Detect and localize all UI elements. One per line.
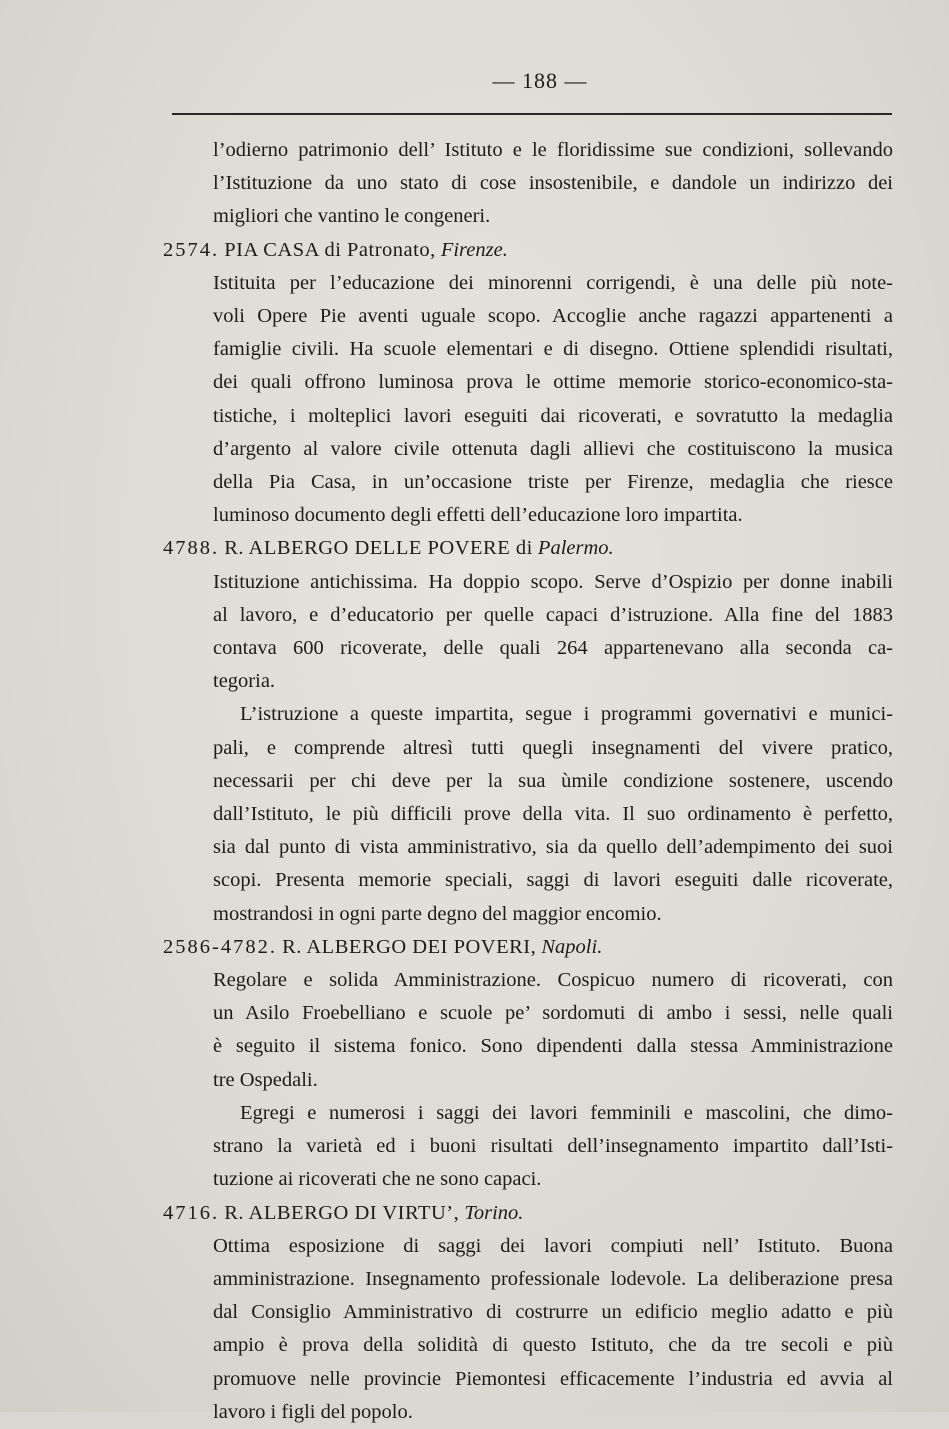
text-line: dei quali offrono luminosa prova le ottime memorie storico-economico-sta- bbox=[213, 371, 893, 394]
text-line: necessarii per chi deve per la sua ùmile condizione sostenere, uscendo bbox=[213, 769, 893, 792]
entry bbox=[163, 234, 893, 533]
text-line: d’argento al valore civile ottenuta dagli allievi che costituiscono la musica bbox=[213, 437, 893, 460]
page-number: — 188 — bbox=[492, 68, 588, 93]
entry-paragraph bbox=[163, 964, 893, 1097]
text-line: Egregi e numerosi i saggi dei lavori femminili e mascolini, che dimo- bbox=[240, 1101, 893, 1124]
text-line: mostrandosi in ogni parte degno del maggior encomio. bbox=[213, 902, 662, 925]
entry-heading bbox=[163, 1197, 893, 1230]
text-line: tegoria. bbox=[213, 670, 276, 693]
text-line: dal Consiglio Amministrativo di costrurre un edificio meglio adatto e più bbox=[213, 1301, 893, 1324]
entry-name: R. ALBERGO DELLE POVERE di bbox=[224, 537, 533, 560]
text-line: al lavoro, e d’educatorio per quelle capaci d’istruzione. Alla fine del 1883 bbox=[213, 603, 893, 626]
entry-paragraph bbox=[163, 267, 893, 533]
text-line: promuove nelle provincie Piemontesi efficacemente l’industria ed avvia al bbox=[213, 1367, 893, 1390]
entry-paragraph bbox=[163, 1097, 893, 1197]
text-line: dall’Istituto, le più difficili prove della vita. Il suo ordinamento è perfetto, bbox=[213, 803, 893, 826]
entry-name: R. ALBERGO DEI POVERI, bbox=[282, 935, 537, 958]
text-line: Ottima esposizione di saggi dei lavori compiuti nell’ Istituto. Buona bbox=[213, 1234, 893, 1257]
text-line: è seguito il sistema fonico. Sono dipendenti dalla stessa Amministrazione bbox=[213, 1035, 893, 1058]
entries-list bbox=[163, 234, 893, 1429]
text-line: Regolare e solida Amministrazione. Cospicuo numero di ricoverati, con bbox=[213, 969, 893, 992]
intro-paragraph bbox=[163, 134, 893, 234]
entry-number: 2586-4782. bbox=[163, 935, 277, 958]
text-line: voli Opere Pie aventi uguale scopo. Accoglie anche ragazzi appartenenti a bbox=[213, 305, 893, 328]
entry bbox=[163, 931, 893, 1197]
entry-heading bbox=[163, 532, 893, 565]
text-line: famiglie civili. Ha scuole elementari e di disegno. Ottiene splendidi risultati, bbox=[213, 338, 893, 361]
entry-place: Firenze. bbox=[440, 238, 508, 261]
text-line: Istituita per l’educazione dei minorenni corrigendi, è una delle più note- bbox=[213, 271, 893, 294]
text-line: lavoro i figli del popolo. bbox=[213, 1400, 413, 1423]
text-line: tuzione ai ricoverati che ne sono capaci. bbox=[213, 1168, 542, 1191]
entry-number: 2574. bbox=[163, 238, 220, 261]
text-line: scopi. Presenta memorie speciali, saggi di lavori eseguiti dalle ricoverate, bbox=[213, 869, 893, 892]
text-line: luminoso documento degli effetti dell’educazione loro impartita. bbox=[213, 504, 743, 527]
body-text bbox=[163, 134, 893, 1429]
text-line: L’istruzione a queste impartita, segue i programmi governativi e munici- bbox=[240, 703, 893, 726]
text-line: contava 600 ricoverate, delle quali 264 appartenevano alla seconda ca- bbox=[213, 637, 893, 660]
entry-place: Palermo. bbox=[537, 537, 614, 560]
entry-heading bbox=[163, 931, 893, 964]
entry bbox=[163, 1197, 893, 1429]
text-line: tre Ospedali. bbox=[213, 1068, 318, 1091]
header-rule bbox=[172, 113, 892, 115]
entry-paragraph bbox=[163, 566, 893, 699]
text-line: amministrazione. Insegnamento professionale lodevole. La deliberazione presa bbox=[213, 1267, 893, 1290]
text-line: Istituzione antichissima. Ha doppio scopo. Serve d’Ospizio per donne inabili bbox=[213, 570, 893, 593]
entry-heading bbox=[163, 234, 893, 267]
text-line: l’odierno patrimonio dell’ Istituto e le floridissime sue condizioni, sollevando bbox=[213, 139, 893, 161]
entry-paragraph bbox=[163, 698, 893, 930]
entry-place: Napoli. bbox=[541, 935, 603, 958]
text-line: pali, e comprende altresì tutti quegli insegnamenti del vivere pratico, bbox=[213, 736, 893, 759]
text-line: strano la varietà ed i buoni risultati dell’insegnamento impartito dall’Isti- bbox=[213, 1135, 893, 1158]
text-line: l’Istituzione da uno stato di cose insostenibile, e dandole un indirizzo dei bbox=[213, 172, 893, 195]
entry-number: 4788. bbox=[163, 537, 220, 560]
entry bbox=[163, 532, 893, 930]
text-line: sia dal punto di vista amministrativo, sia da quello dell’adempimento dei suoi bbox=[213, 836, 893, 859]
text-line: tistiche, i molteplici lavori eseguiti dai ricoverati, e sovratutto la medaglia bbox=[213, 404, 893, 427]
text-line: ampio è prova della solidità di questo Istituto, che da tre secoli e più bbox=[213, 1334, 893, 1357]
text-line: della Pia Casa, in un’occasione triste per Firenze, medaglia che riesce bbox=[213, 471, 893, 494]
entry-name: PIA CASA di Patronato, bbox=[224, 238, 436, 261]
entry-paragraph bbox=[163, 1230, 893, 1429]
entry-number: 4716. bbox=[163, 1201, 220, 1224]
text-line: un Asilo Froebelliano e scuole pe’ sordomuti di ambo i sessi, nelle quali bbox=[213, 1002, 893, 1025]
entry-name: R. ALBERGO DI VIRTU’, bbox=[224, 1201, 460, 1224]
entry-place: Torino. bbox=[464, 1201, 524, 1224]
text-line: migliori che vantino le congeneri. bbox=[213, 205, 491, 228]
